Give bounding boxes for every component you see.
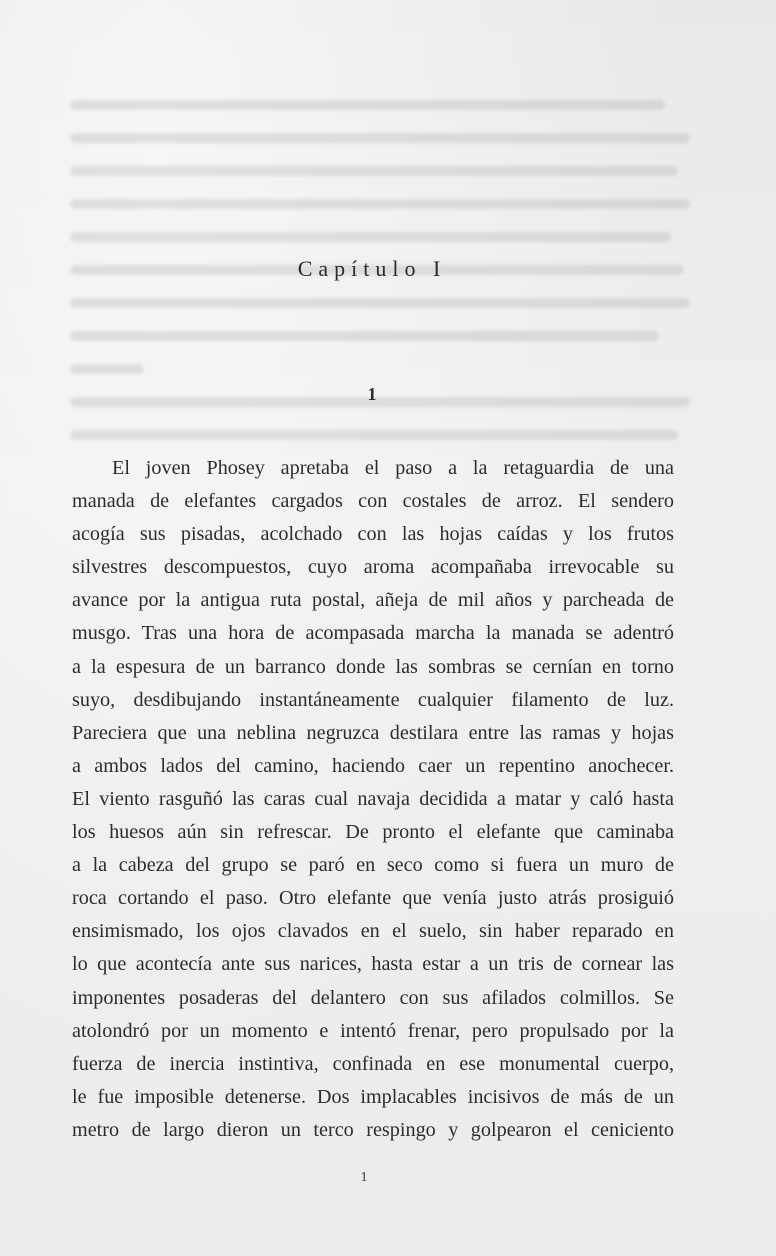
- text-line: imponentes posaderas del delantero con sus afilados colmillos. Se: [72, 986, 674, 1009]
- text-line: a la espesura de un barranco donde las sombras se cernían en torno: [72, 655, 674, 678]
- text-line: roca cortando el paso. Otro elefante que venía justo atrás prosiguió: [72, 887, 674, 910]
- text-line: ensimismado, los ojos clavados en el suelo, sin haber reparado en: [72, 920, 674, 943]
- text-line: suyo, desdibujando instantáneamente cualquier filamento de luz.: [72, 688, 674, 711]
- text-line: Pareciera que una neblina negruzca destilara entre las ramas y hojas: [72, 721, 674, 744]
- section-number: 1: [367, 384, 377, 404]
- text-line: musgo. Tras una hora de acompasada marcha la manada se adentró: [72, 622, 674, 645]
- text-line: a ambos lados del camino, haciendo caer un repentino anochecer.: [72, 754, 674, 777]
- body-paragraph: [72, 452, 674, 1147]
- chapter-title: Capítulo I: [297, 256, 447, 281]
- text-line: El joven Phosey apretaba el paso a la retaguardia de una: [112, 457, 674, 479]
- text-line: le fue imposible detenerse. Dos implacables incisivos de más de un: [72, 1085, 674, 1108]
- text-line: a la cabeza del grupo se paró en seco como si fuera un muro de: [72, 854, 674, 877]
- text-line: manada de elefantes cargados con costales de arroz. El sendero: [72, 490, 674, 513]
- text-line: El viento rasguñó las caras cual navaja decidida a matar y caló hasta: [72, 787, 674, 810]
- text-line: atolondró por un momento e intentó frenar, pero propulsado por la: [72, 1019, 674, 1042]
- text-line: fuerza de inercia instintiva, confinada en ese monumental cuerpo,: [72, 1052, 674, 1075]
- text-line: metro de largo dieron un terco respingo y golpearon el ceniciento: [72, 1118, 674, 1141]
- text-line: los huesos aún sin refrescar. De pronto el elefante que caminaba: [72, 821, 674, 844]
- text-line: avance por la antigua ruta postal, añeja de mil años y parcheada de: [72, 589, 674, 612]
- text-line: acogía sus pisadas, acolchado con las hojas caídas y los frutos: [72, 523, 674, 546]
- page-number: 1: [360, 1170, 368, 1185]
- text-line: silvestres descompuestos, cuyo aroma acompañaba irrevocable su: [72, 556, 674, 579]
- text-line: lo que acontecía ante sus narices, hasta estar a un tris de cornear las: [72, 953, 674, 976]
